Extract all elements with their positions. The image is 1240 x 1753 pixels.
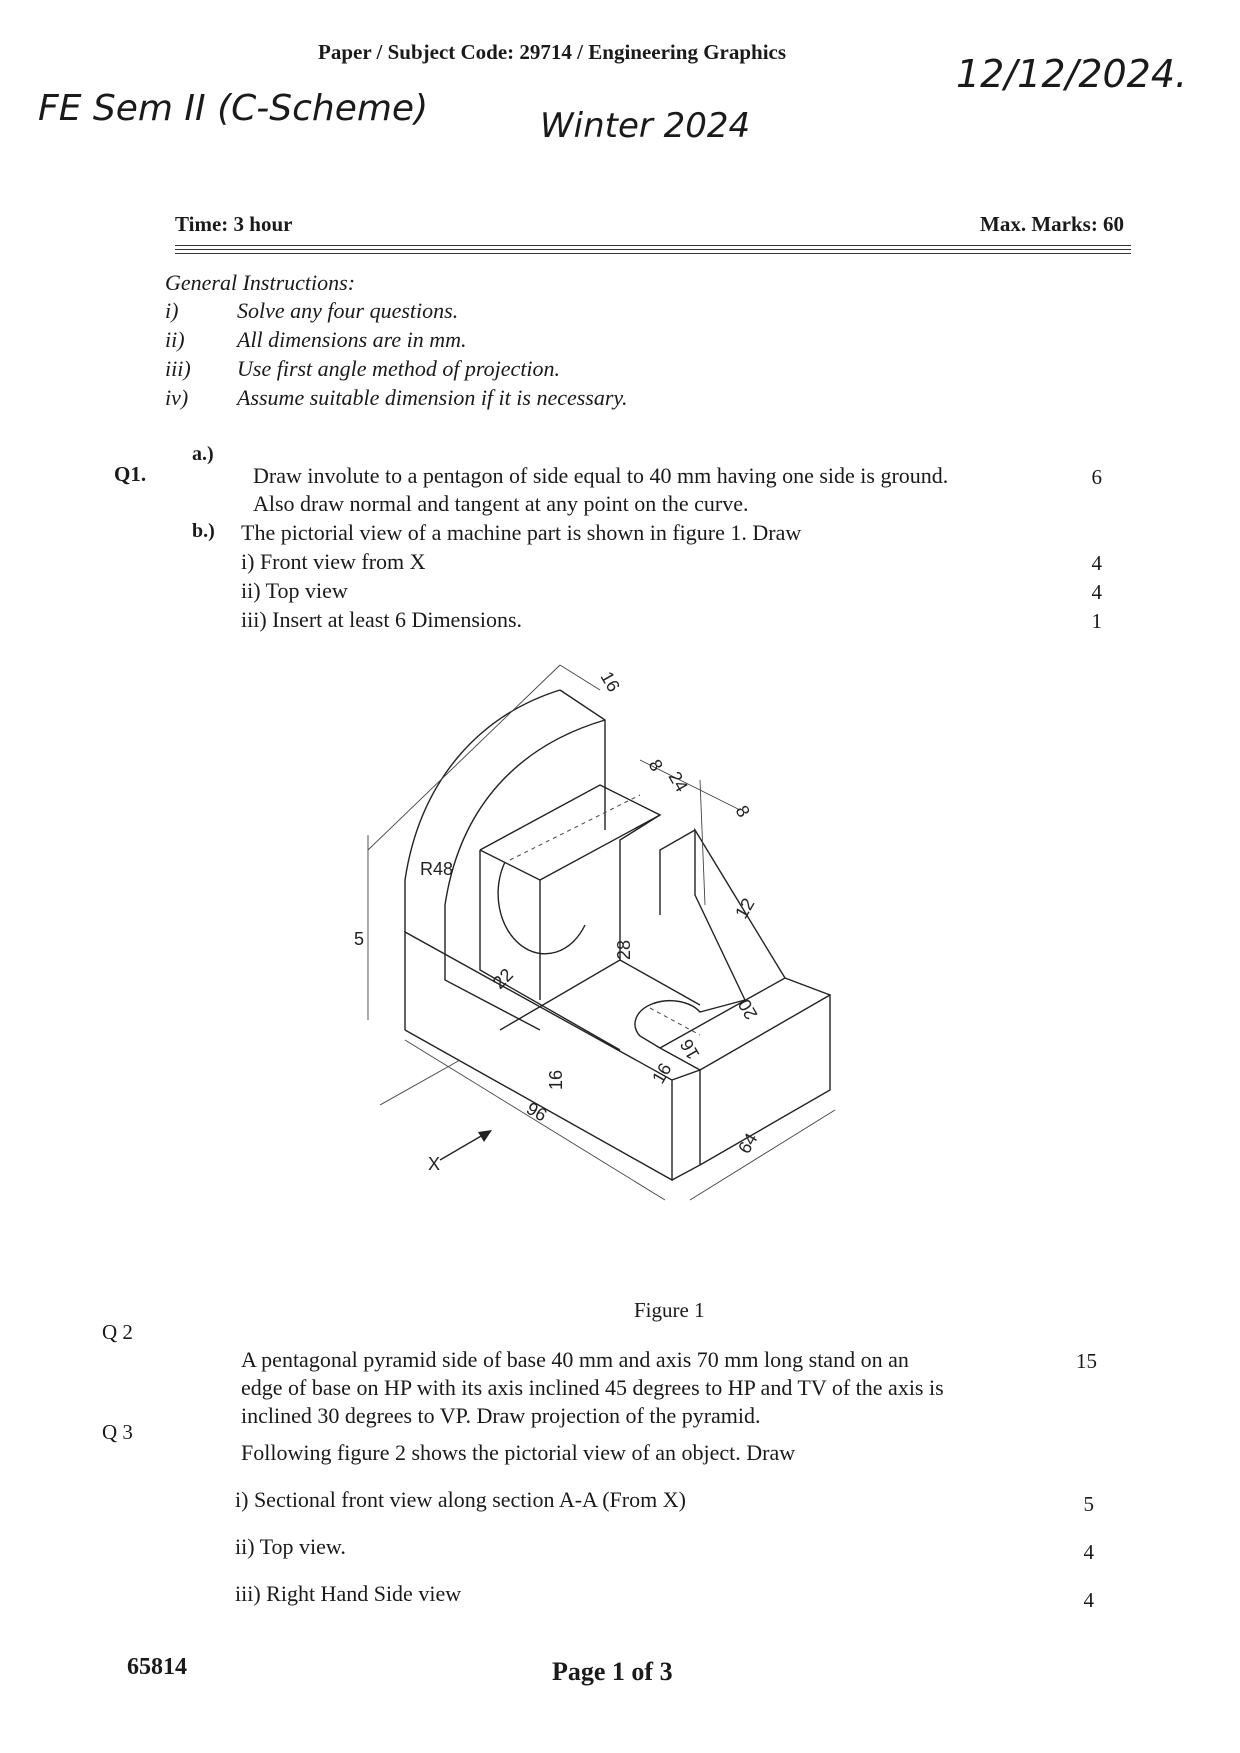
center-lines [510,795,700,1035]
dim-r48: R48 [420,859,454,879]
footer-code: 65814 [127,1654,187,1680]
instructions-heading: General Instructions: [165,270,356,295]
dim-16-slot: 16 [676,1035,704,1063]
view-x-label: X [428,1154,441,1174]
dim-8-right: 8 [731,802,754,821]
q1b-intro: The pictorial view of a machine part is shown in figure 1. Draw [241,520,802,545]
handwritten-date: 12/12/2024. [956,52,1188,96]
divider-line [175,253,1131,254]
q1-label: Q1. [114,462,147,486]
instruction-text: Solve any four questions. [237,298,459,323]
handwritten-course: FE Sem II (C-Scheme) [38,88,429,129]
q2-label: Q 2 [102,1320,133,1344]
instruction-text: All dimensions are in mm. [237,327,467,352]
handwritten-session: Winter 2024 [540,106,751,146]
dim-8-left: 8 [644,756,667,775]
q1b-item-marks: 4 [1091,580,1102,604]
view-arrow [440,1130,492,1160]
q1b-item-marks: 4 [1091,551,1102,575]
q1b-item: i) Front view from X [241,549,426,574]
q3-item-marks: 4 [1083,1588,1094,1612]
q3-item-marks: 5 [1083,1492,1094,1516]
instruction-text: Assume suitable dimension if it is necessary. [237,385,628,410]
dim-96: 96 [523,1098,551,1126]
q1a-text-line2: Also draw normal and tangent at any point on the curve. [253,491,749,516]
dim-20: 20 [734,995,762,1023]
figure1-caption: Figure 1 [634,1298,705,1322]
instruction-num: iii) [165,356,191,381]
q1a-text-line1: Draw involute to a pentagon of side equal to 40 mm having one side is ground. [253,463,949,488]
dim-64: 64 [734,1129,762,1157]
q3-item: i) Sectional front view along section A-A (From X) [235,1487,686,1512]
dimension-lines [368,665,835,1200]
dim-12: 12 [731,894,759,922]
divider-line [175,245,1131,246]
instruction-num: i) [165,298,179,323]
q1a-label: a.) [192,443,214,465]
q3-intro: Following figure 2 shows the pictorial view of an object. Draw [241,1440,796,1465]
dim-16-slot-2: 16 [648,1059,676,1087]
q3-item: iii) Right Hand Side view [235,1581,462,1606]
instruction-text: Use first angle method of projection. [237,356,561,381]
q2-text-line1: A pentagonal pyramid side of base 40 mm and axis 70 mm long stand on an [241,1347,909,1372]
dim-22: 22 [488,964,517,993]
dim-5: 5 [354,929,365,949]
max-marks: Max. Marks: 60 [980,212,1125,236]
q1b-item: iii) Insert at least 6 Dimensions. [241,607,523,632]
paper-code: Paper / Subject Code: 29714 / Engineering Graphics [318,40,787,64]
dim-16-base: 16 [546,1069,566,1090]
q1b-label: b.) [192,520,215,542]
dim-28: 28 [614,939,634,960]
figure1-drawing [330,640,890,1220]
q1a-marks: 6 [1091,465,1102,489]
machine-part-outline [405,690,830,1180]
q3-item-marks: 4 [1083,1540,1094,1564]
q2-marks: 15 [1076,1349,1097,1373]
q2-text-line3: inclined 30 degrees to VP. Draw projection of the pyramid. [241,1403,761,1428]
q3-label: Q 3 [102,1420,133,1444]
q1b-item: ii) Top view [241,578,348,603]
divider-line [175,249,1131,250]
instruction-num: iv) [165,385,189,410]
exam-time: Time: 3 hour [175,212,293,236]
q3-item: ii) Top view. [235,1534,346,1559]
dim-24: 24 [664,768,692,796]
q2-text-line2: edge of base on HP with its axis inclined 45 degrees to HP and TV of the axis is [241,1375,944,1400]
q1b-item-marks: 1 [1091,609,1102,633]
dim-16-top: 16 [596,668,624,696]
page-number: Page 1 of 3 [552,1657,673,1686]
instruction-num: ii) [165,327,185,352]
